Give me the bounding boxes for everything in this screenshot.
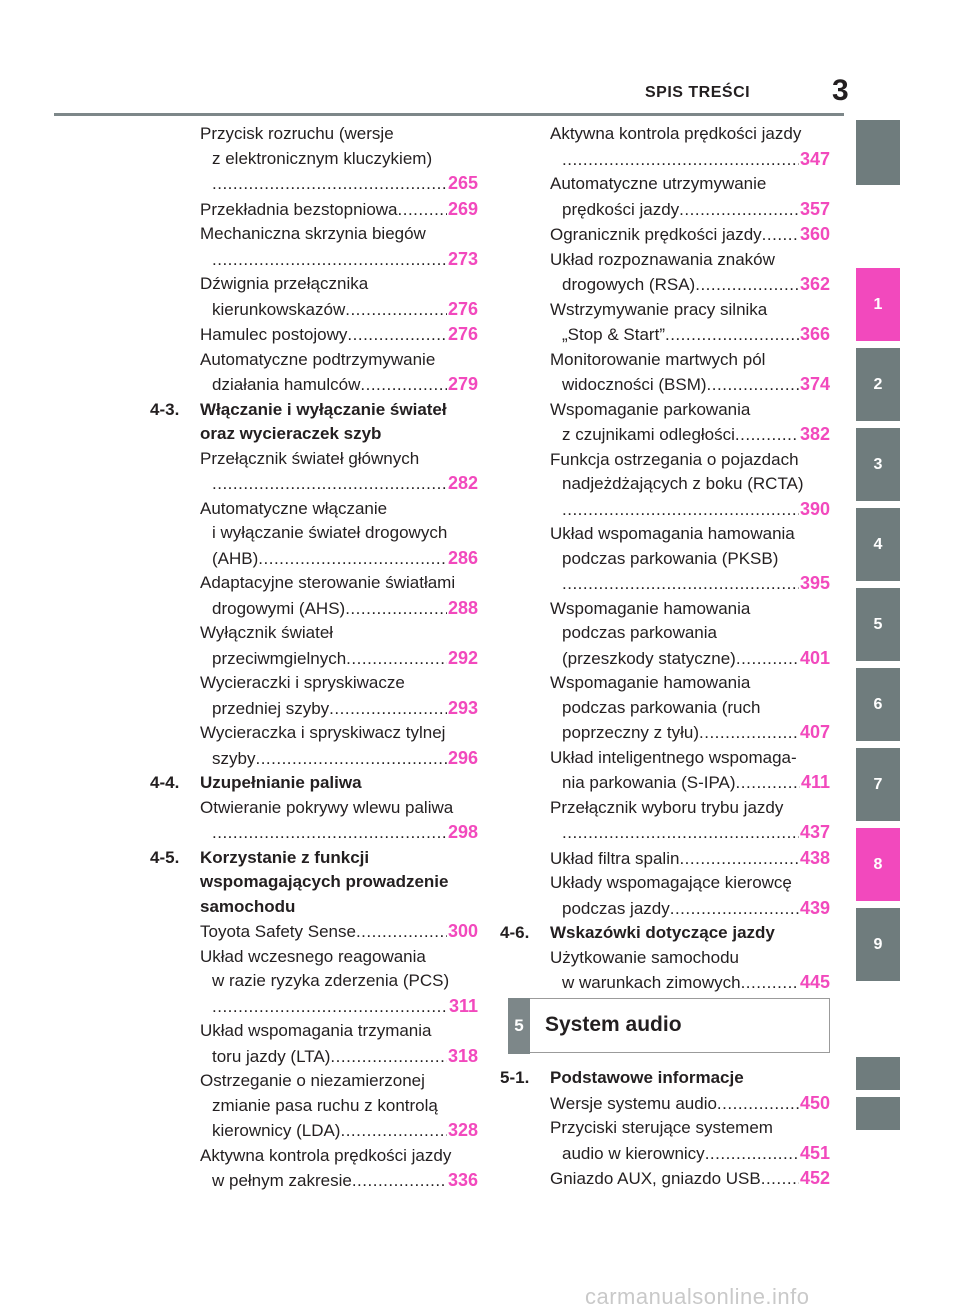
toc-right-column-after-box <box>500 1066 830 1192</box>
entry-title-line: Wspomaganie parkowania <box>550 399 751 419</box>
entry-title-line: Gniazdo AUX, gniazdo USB <box>550 1169 761 1188</box>
entry-title-line: Przekładnia bezstopniowa <box>200 199 398 219</box>
toc-entry[interactable] <box>150 322 478 348</box>
toc-entry[interactable] <box>500 871 830 921</box>
page-link[interactable]: 382 <box>799 424 830 444</box>
entry-leader-line <box>200 372 478 398</box>
dot-leader <box>356 920 447 945</box>
entry-title-line: działania hamulców <box>212 375 361 394</box>
page-link[interactable]: 276 <box>447 324 478 344</box>
page-link[interactable]: 401 <box>799 647 830 668</box>
chapter-tab-9[interactable]: 9 <box>856 908 900 981</box>
page-header-title: SPIS TREŚCI <box>645 84 751 101</box>
dot-leader <box>707 373 799 398</box>
dot-leader <box>699 721 799 746</box>
section-number: 4-3. <box>150 399 180 419</box>
entry-title-line: Ogranicznik prędkości jazdy <box>550 225 762 244</box>
entry-title-line: z elektronicznym kluczykiem) <box>212 148 433 168</box>
entry-title-line: „Stop & Start” <box>562 325 665 344</box>
page-link[interactable]: 366 <box>799 324 830 344</box>
page-link[interactable]: 300 <box>447 921 478 941</box>
toc-entry[interactable] <box>500 597 830 672</box>
entry-title-line: Przełącznik świateł głównych <box>200 448 420 468</box>
entry-title-line: Toyota Safety Sense <box>200 922 356 941</box>
page-link[interactable]: 273 <box>447 248 478 269</box>
toc-entry[interactable] <box>150 222 478 272</box>
entry-leader-line <box>550 970 830 996</box>
page-link[interactable]: 336 <box>447 1170 478 1190</box>
entry-title-line: Przyciski sterujące systemem <box>550 1118 773 1137</box>
dot-leader <box>705 1142 799 1167</box>
chapter-tab-3[interactable]: 3 <box>856 428 900 501</box>
toc-entry[interactable] <box>500 1091 830 1117</box>
entry-title-line: drogowymi (AHS) <box>212 598 346 618</box>
entry-title-line: w razie ryzyka zderzenia (PCS) <box>212 971 450 990</box>
page-link[interactable]: 265 <box>447 173 478 193</box>
entry-title-line: drogowych (RSA) <box>562 275 696 294</box>
entry-title-line: nadjeżdżających z boku (RCTA) <box>562 474 804 493</box>
entry-leader-line <box>550 1141 830 1167</box>
entry-title-line: podczas parkowania (ruch <box>562 697 761 717</box>
toc-entry[interactable] <box>150 122 478 197</box>
toc-entry[interactable] <box>500 671 830 746</box>
toc-entry[interactable] <box>150 497 478 572</box>
entry-title-line: toru jazdy (LTA) <box>212 1046 331 1066</box>
page-link[interactable]: 407 <box>799 722 830 742</box>
dot-leader <box>717 1092 799 1117</box>
dot-leader <box>736 771 800 796</box>
page-link[interactable]: 328 <box>447 1120 478 1140</box>
entry-title-line: Hamulec postojowy <box>200 325 348 344</box>
entry-leader-line <box>200 297 478 323</box>
page-link[interactable]: 276 <box>447 298 478 319</box>
section-title: Uzupełnianie paliwa <box>200 773 362 792</box>
entry-title-line: Przełącznik wyboru trybu jazdy <box>550 797 784 817</box>
toc-entry[interactable] <box>500 248 830 298</box>
toc-entry[interactable] <box>150 1069 478 1144</box>
dot-leader <box>346 647 447 672</box>
entry-title-line: audio w kierownicy <box>562 1143 705 1163</box>
section-number: 4-5. <box>150 847 180 867</box>
dot-leader <box>741 971 799 996</box>
entry-title-line: Automatyczne utrzymywanie <box>550 174 767 193</box>
toc-section-heading <box>500 921 830 946</box>
toc-entry[interactable] <box>500 522 830 597</box>
entry-leader-line <box>550 846 830 872</box>
toc-entry[interactable] <box>500 172 830 222</box>
toc-entry[interactable] <box>150 447 478 497</box>
dot-leader <box>562 148 799 173</box>
entry-leader-line <box>550 571 830 597</box>
entry-leader-line <box>200 322 478 348</box>
section-number: 4-6. <box>500 923 530 942</box>
entry-leader-line <box>200 197 478 223</box>
entry-title-line: poprzeczny z tyłu) <box>562 723 699 742</box>
page-link[interactable]: 293 <box>447 697 478 718</box>
entry-title-line: Wspomaganie hamowania <box>550 673 751 692</box>
page-link[interactable]: 357 <box>799 198 830 219</box>
dot-leader <box>562 498 799 523</box>
page-link[interactable]: 318 <box>447 1045 478 1066</box>
page-link[interactable]: 439 <box>799 897 830 918</box>
page-link[interactable]: 269 <box>447 198 478 219</box>
toc-entry[interactable] <box>150 621 478 671</box>
toc-section-heading <box>150 771 478 796</box>
toc-entry[interactable] <box>150 919 478 945</box>
dot-leader <box>212 248 447 273</box>
entry-title-line: Aktywna kontrola prędkości jazdy <box>200 1145 452 1165</box>
page-link[interactable]: 452 <box>799 1168 830 1188</box>
entry-title-line: Automatyczne włączanie <box>200 498 388 518</box>
entry-title-line: Monitorowanie martwych pól <box>550 349 766 369</box>
chapter-tab-blank[interactable] <box>856 120 900 185</box>
toc-entry[interactable] <box>150 945 478 1020</box>
entry-leader-line <box>550 1091 830 1117</box>
page-link[interactable]: 292 <box>447 647 478 668</box>
page-link[interactable]: 411 <box>800 772 830 792</box>
dot-leader <box>679 198 799 223</box>
entry-leader-line <box>550 497 830 523</box>
chapter-tab-4[interactable]: 4 <box>856 508 900 581</box>
entry-leader-line <box>550 272 830 298</box>
entry-leader-line <box>200 919 478 945</box>
page-link[interactable]: 395 <box>799 573 830 593</box>
entry-title-line: Funkcja ostrzegania o pojazdach <box>550 449 799 469</box>
page-link[interactable]: 445 <box>799 972 830 992</box>
entry-leader-line <box>200 596 478 622</box>
toc-section-heading <box>500 1066 830 1091</box>
entry-leader-line <box>200 171 478 197</box>
entry-leader-line <box>200 1168 478 1194</box>
toc-entry[interactable] <box>150 272 478 322</box>
toc-entry[interactable] <box>500 448 830 523</box>
entry-title-line: Układ wspomagania hamowania <box>550 524 795 543</box>
section-title: Włączanie i wyłączanie świateł oraz wycieraczek szyb <box>200 399 447 443</box>
dot-leader <box>330 1045 447 1070</box>
dot-leader <box>340 1119 446 1144</box>
page-link[interactable]: 437 <box>799 822 830 842</box>
toc-entry[interactable] <box>150 197 478 223</box>
toc-entry[interactable] <box>500 796 830 846</box>
toc-entry[interactable] <box>150 348 478 398</box>
dot-leader <box>212 821 447 846</box>
chapter-title: System audio <box>545 1013 682 1036</box>
entry-title-line: z czujnikami odległości <box>562 425 735 444</box>
dot-leader <box>212 472 447 497</box>
entry-leader-line <box>200 247 478 273</box>
entry-title-line: przedniej szyby <box>212 698 330 718</box>
dot-leader <box>679 847 799 872</box>
page-link[interactable]: 362 <box>799 274 830 294</box>
dot-leader <box>258 547 447 572</box>
entry-leader-line <box>200 746 478 772</box>
entry-leader-line <box>550 1166 830 1192</box>
page-link[interactable]: 282 <box>447 473 478 493</box>
dot-leader <box>562 821 799 846</box>
entry-title-line: Układ filtra spalin <box>550 848 680 868</box>
entry-title-line: Automatyczne podtrzymywanie <box>200 349 436 369</box>
entry-title-line: Przycisk rozruchu (wersje <box>200 124 394 143</box>
dot-leader <box>695 273 799 298</box>
dot-leader <box>255 747 446 772</box>
dot-leader <box>762 223 799 248</box>
page-link[interactable]: 296 <box>447 747 478 768</box>
page-link[interactable]: 450 <box>799 1092 830 1113</box>
entry-title-line: Wyłącznik świateł <box>200 623 334 642</box>
chapter-tab-7[interactable]: 7 <box>856 748 900 821</box>
entry-title-line: (AHB) <box>212 548 259 568</box>
watermark: carmanualsonline.info <box>585 1284 810 1309</box>
entry-title-line: Wycieraczki i spryskiwacze <box>200 673 405 692</box>
dot-leader <box>665 323 799 348</box>
entry-title-line: Układ wczesnego reagowania <box>200 946 426 966</box>
toc-entry[interactable] <box>500 846 830 872</box>
toc-right-column <box>500 122 830 996</box>
dot-leader <box>360 373 447 398</box>
entry-title-line: i wyłączanie świateł drogowych <box>212 523 448 542</box>
dot-leader <box>212 172 447 197</box>
chapter-tab-blank[interactable] <box>856 1097 900 1130</box>
chapter-tab-blank[interactable] <box>856 1057 900 1090</box>
entry-title-line: podczas jazdy <box>562 898 670 918</box>
entry-title-line: kierunkowskazów <box>212 299 346 319</box>
dot-leader <box>347 323 447 348</box>
entry-leader-line <box>550 770 830 796</box>
entry-title-line: Wstrzymywanie pracy silnika <box>550 299 768 319</box>
toc-entry[interactable] <box>500 398 830 448</box>
section-title: Korzystanie z funkcji wspomagających prowadzenie samochodu <box>200 847 449 916</box>
entry-title-line: Aktywna kontrola prędkości jazdy <box>550 124 802 143</box>
dot-leader <box>398 198 447 223</box>
entry-leader-line <box>550 372 830 398</box>
entry-leader-line <box>200 1118 478 1144</box>
header-divider <box>54 113 844 116</box>
toc-entry[interactable] <box>500 946 830 996</box>
page-link[interactable]: 311 <box>448 995 478 1016</box>
chapter-tab-5[interactable]: 5 <box>856 588 900 661</box>
toc-entry[interactable] <box>150 671 478 721</box>
chapter-tab-8[interactable]: 8 <box>856 828 900 901</box>
dot-leader <box>761 1167 799 1192</box>
entry-title-line: Wersje systemu audio <box>550 1093 717 1113</box>
page-link[interactable]: 390 <box>799 498 830 519</box>
entry-leader-line <box>550 896 830 922</box>
toc-entry[interactable] <box>150 796 478 846</box>
toc-entry[interactable] <box>500 746 830 796</box>
entry-title-line: szyby <box>212 748 256 768</box>
entry-title-line: podczas parkowania <box>562 623 717 642</box>
entry-title-line: Układ inteligentnego wspomaga- <box>550 747 797 767</box>
entry-leader-line <box>200 820 478 846</box>
entry-leader-line <box>550 197 830 223</box>
entry-title-line: przeciwmgielnych <box>212 648 347 668</box>
toc-section-heading <box>150 398 478 447</box>
toc-entry[interactable] <box>500 348 830 398</box>
entry-title-line: w pełnym zakresie <box>212 1171 352 1190</box>
section-title: Wskazówki dotyczące jazdy <box>550 923 775 942</box>
toc-entry[interactable] <box>500 1166 830 1192</box>
page-number: 3 <box>832 74 849 107</box>
entry-title-line: prędkości jazdy <box>562 199 680 219</box>
entry-title-line: widoczności (BSM) <box>562 375 707 394</box>
entry-leader-line <box>200 994 478 1020</box>
entry-title-line: (przeszkody statyczne) <box>562 648 736 668</box>
entry-title-line: Wycieraczka i spryskiwacz tylnej <box>200 723 446 742</box>
toc-entry[interactable] <box>150 1019 478 1069</box>
toc-entry[interactable] <box>500 298 830 348</box>
entry-title-line: nia parkowania (S-IPA) <box>562 773 736 792</box>
entry-title-line: Użytkowanie samochodu <box>550 947 739 967</box>
dot-leader <box>562 572 799 597</box>
page-link[interactable]: 347 <box>799 148 830 169</box>
section-title: Podstawowe informacje <box>550 1068 744 1087</box>
entry-leader-line <box>550 322 830 348</box>
section-number: 4-4. <box>150 773 180 792</box>
dot-leader <box>352 1169 447 1194</box>
toc-entry[interactable] <box>500 1116 830 1166</box>
chapter-heading-box <box>508 998 830 1053</box>
entry-title-line: Mechaniczna skrzynia biegów <box>200 224 426 243</box>
entry-leader-line <box>200 1044 478 1070</box>
entry-title-line: podczas parkowania (PKSB) <box>562 548 779 568</box>
entry-leader-line <box>550 422 830 448</box>
chapter-tab-1[interactable]: 1 <box>856 268 900 341</box>
entry-title-line: Ostrzeganie o niezamierzonej <box>200 1071 425 1090</box>
entry-title-line: Wspomaganie hamowania <box>550 598 751 618</box>
chapter-number: 5 <box>508 998 530 1054</box>
entry-leader-line <box>550 646 830 672</box>
toc-entry[interactable] <box>500 122 830 172</box>
entry-leader-line <box>200 646 478 672</box>
entry-title-line: Adaptacyjne sterowanie światłami <box>200 573 456 592</box>
entry-title-line: Układ wspomagania trzymania <box>200 1021 432 1040</box>
page-link[interactable]: 298 <box>447 822 478 842</box>
entry-title-line: Układ rozpoznawania znaków <box>550 249 775 269</box>
dot-leader <box>670 897 799 922</box>
entry-leader-line <box>550 820 830 846</box>
entry-title-line: Układy wspomagające kierowcę <box>550 873 792 892</box>
page-link[interactable]: 451 <box>799 1142 830 1163</box>
dot-leader <box>212 995 448 1020</box>
toc-entry[interactable] <box>500 222 830 248</box>
entry-leader-line <box>200 471 478 497</box>
page-link[interactable]: 360 <box>799 224 830 244</box>
entry-title-line: Otwieranie pokrywy wlewu paliwa <box>200 797 454 817</box>
section-number: 5-1. <box>500 1068 530 1087</box>
entry-title-line: w warunkach zimowych <box>562 973 741 992</box>
toc-section-heading <box>150 846 478 920</box>
entry-title-line: kierownicy (LDA) <box>212 1121 341 1140</box>
toc-entry[interactable] <box>150 1144 478 1194</box>
entry-leader-line <box>550 147 830 173</box>
dot-leader <box>735 423 799 448</box>
entry-leader-line <box>550 222 830 248</box>
page-link[interactable]: 288 <box>447 597 478 618</box>
dot-leader <box>329 697 447 722</box>
chapter-tab-2[interactable]: 2 <box>856 348 900 421</box>
entry-leader-line <box>200 546 478 572</box>
page-link[interactable]: 279 <box>447 374 478 394</box>
toc-entry[interactable] <box>150 721 478 771</box>
entry-title-line: zmianie pasa ruchu z kontrolą <box>212 1095 438 1115</box>
page-link[interactable]: 374 <box>799 374 830 394</box>
dot-leader <box>736 647 799 672</box>
page-link[interactable]: 286 <box>447 547 478 568</box>
entry-leader-line <box>550 720 830 746</box>
page-link[interactable]: 438 <box>799 847 830 868</box>
dot-leader <box>345 298 447 323</box>
toc-entry[interactable] <box>150 571 478 621</box>
chapter-tab-6[interactable]: 6 <box>856 668 900 741</box>
dot-leader <box>345 597 447 622</box>
toc-left-column <box>150 122 478 1194</box>
entry-leader-line <box>200 696 478 722</box>
entry-title-line: Dźwignia przełącznika <box>200 274 369 293</box>
